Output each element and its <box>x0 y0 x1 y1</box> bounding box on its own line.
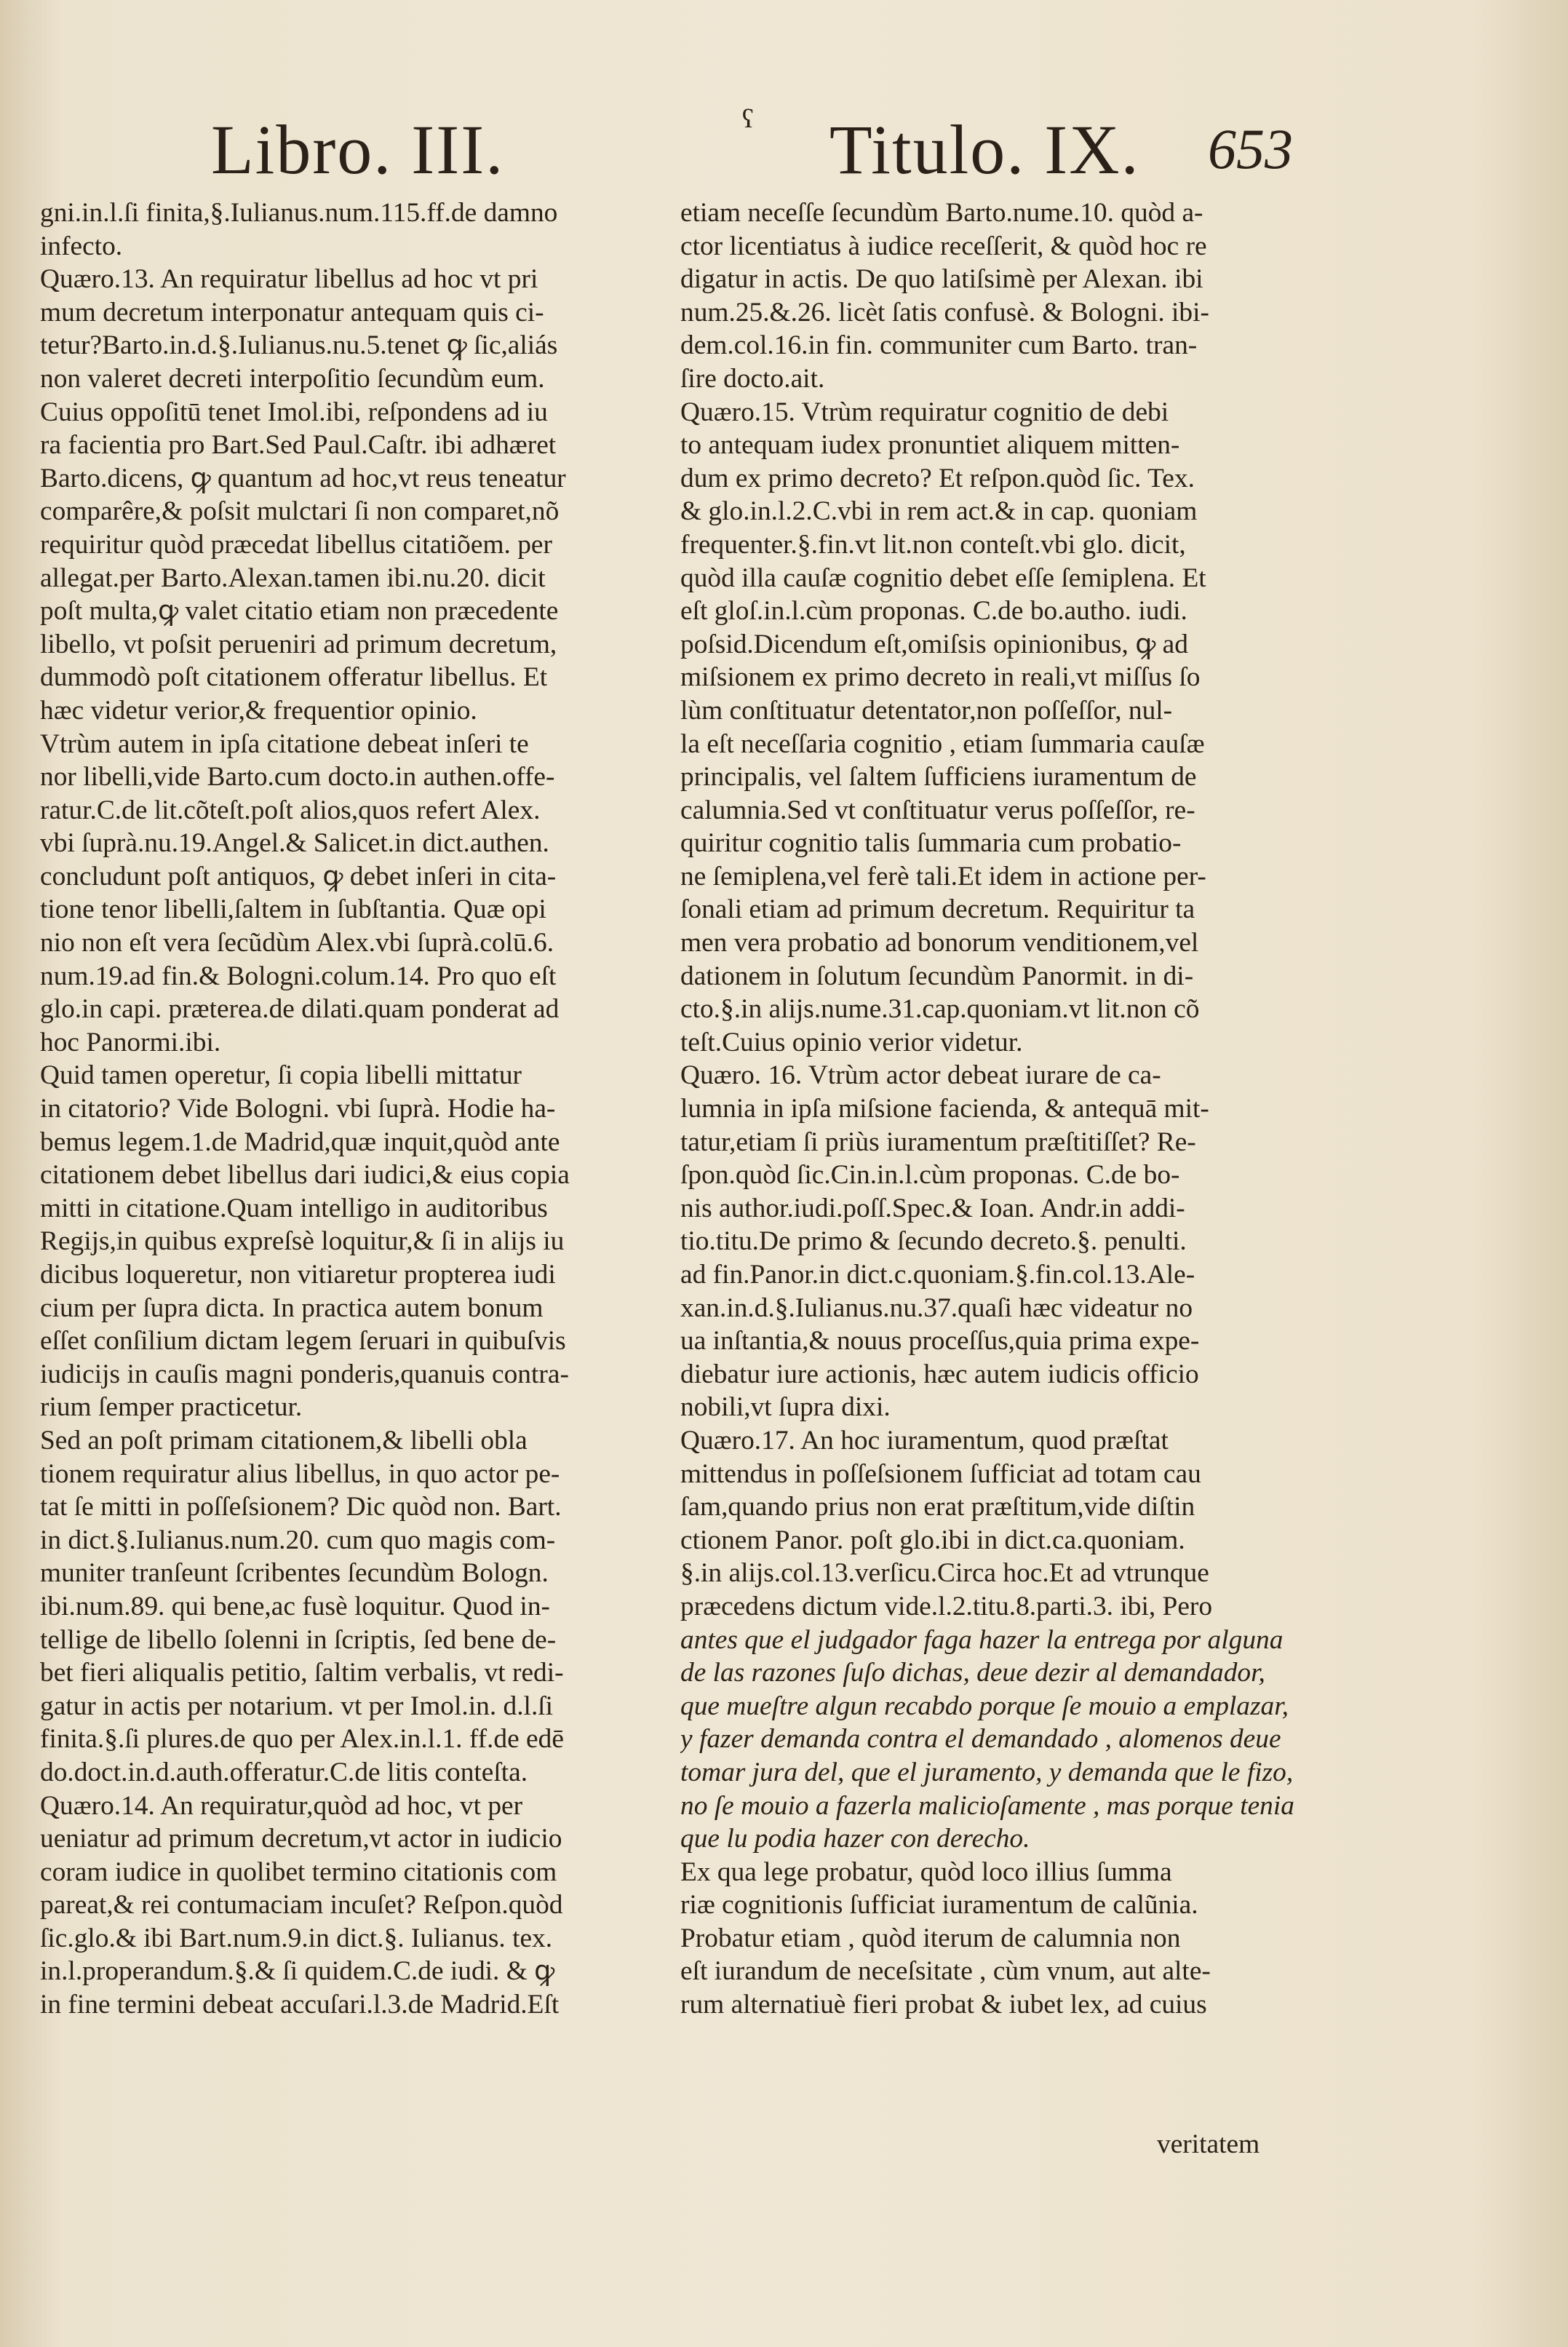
right-text-column <box>680 196 1299 2022</box>
text-line: tellige de libello ſolenni in ſcriptis, ſed bene de- <box>40 1624 557 1655</box>
text-line: concludunt poſt antiquos, ꝙ debet inſeri in cita- <box>40 861 557 891</box>
book-number: Libro. III. <box>211 111 505 188</box>
text-line: rium ſemper practicetur. <box>40 1392 303 1423</box>
text-line: to antequam iudex pronuntiet aliquem mitten- <box>680 430 1180 461</box>
text-line: ctor licentiatus à iudice receſſerit, & quòd hoc re <box>680 231 1207 261</box>
text-line: y fazer demanda contra el demandado , alomenos deue <box>680 1724 1281 1755</box>
text-line: vbi ſuprà.nu.19.Angel.& Salicet.in dict.authen. <box>40 828 549 859</box>
text-line: non valeret decreti interpoſitio ſecundùm eum. <box>40 363 545 394</box>
text-line: xan.in.d.§.Iulianus.nu.37.quaſi hæc videatur no <box>680 1292 1193 1323</box>
text-line: digatur in actis. De quo latiſsimè per Alexan. ibi <box>680 264 1203 295</box>
text-line: num.25.&.26. licèt ſatis confusè. & Bologni. ibi- <box>680 297 1209 327</box>
text-line: antes que el judgador faga hazer la entrega por alguna <box>680 1624 1284 1655</box>
text-line: hoc Panormi.ibi. <box>40 1027 221 1057</box>
text-line: ſic.glo.& ibi Bart.num.9.in dict.§. Iulianus. tex. <box>40 1923 553 1953</box>
text-line: tetur?Barto.in.d.§.Iulianus.nu.5.tenet ꝙ ſic,aliás <box>40 330 558 361</box>
text-line: Quæro. 16. Vtrùm actor debeat iurare de ca- <box>680 1060 1161 1091</box>
text-line: diebatur iure actionis, hæc autem iudicis officio <box>680 1359 1199 1389</box>
running-header <box>0 95 1568 204</box>
text-line: mittendus in poſſeſsionem ſufficiat ad totam cau <box>680 1458 1201 1489</box>
text-line: ne ſemiplena,vel ferè tali.Et idem in actione per- <box>680 861 1206 891</box>
text-line: nio non eſt vera ſecũdùm Alex.vbi ſuprà.colū.6. <box>40 928 554 958</box>
text-line: Regijs,in quibus expreſsè loquitur,& ſi in alijs iu <box>40 1226 565 1257</box>
text-line: Ex qua lege probatur, quòd loco illius ſumma <box>680 1856 1172 1887</box>
text-line: etiam neceſſe ſecundùm Barto.nume.10. quòd a- <box>680 198 1203 228</box>
text-line: poſsid.Dicendum eſt,omiſsis opinionibus, ꝙ ad <box>680 629 1188 659</box>
text-line: Quæro.13. An requiratur libellus ad hoc vt pri <box>40 264 538 295</box>
text-line: ibi.num.89. qui bene,ac fusè loquitur. Quod in- <box>40 1591 550 1621</box>
text-line: quiritur cognitio talis ſummaria cum probatio- <box>680 828 1182 859</box>
text-line: no ſe mouio a fazerla malicioſamente , mas porque tenia <box>680 1790 1294 1821</box>
text-line: coram iudice in quolibet termino citationis com <box>40 1856 557 1887</box>
text-line: in citatorio? Vide Bologni. vbi ſuprà. Hodie ha- <box>40 1094 556 1124</box>
text-line: poſt multa,ꝙ valet citatio etiam non præcedente <box>40 596 559 627</box>
text-line: dummodò poſt citationem offeratur libellus. Et <box>40 662 548 693</box>
text-line: ua inſtantia,& nouus proceſſus,quia prima expe- <box>680 1326 1200 1357</box>
catchword: veritatem <box>1157 2129 1260 2159</box>
printer-mark: ʕ <box>742 104 754 133</box>
text-line: hæc videtur verior,& frequentior opinio. <box>40 695 477 726</box>
text-line: tio.titu.De primo & ſecundo decreto.§. penulti. <box>680 1226 1187 1257</box>
text-line: riæ cognitionis ſufficiat iuramentum de calũnia. <box>680 1890 1198 1921</box>
text-line: Cuius oppoſitū tenet Imol.ibi, reſpondens ad iu <box>40 397 548 427</box>
text-line: eſt iurandum de neceſsitate , cùm vnum, aut alte- <box>680 1956 1211 1987</box>
text-line: allegat.per Barto.Alexan.tamen ibi.nu.20. dicit <box>40 563 546 593</box>
text-line: cium per ſupra dicta. In practica autem bonum <box>40 1292 544 1323</box>
text-line: §.in alijs.col.13.verſicu.Circa hoc.Et ad vtrunque <box>680 1558 1209 1589</box>
text-line: bemus legem.1.de Madrid,quæ inquit,quòd ante <box>40 1127 560 1157</box>
text-line: miſsionem ex primo decreto in reali,vt miſſus ſo <box>680 662 1201 693</box>
text-line: Quid tamen operetur, ſi copia libelli mittatur <box>40 1060 522 1091</box>
text-line: Vtrùm autem in ipſa citatione debeat inſeri te <box>40 728 529 759</box>
text-line: infecto. <box>40 231 123 261</box>
text-line: frequenter.§.fin.vt lit.non conteſt.vbi glo. dicit, <box>680 529 1186 560</box>
text-line: gni.in.l.ſi finita,§.Iulianus.num.115.ff.de damno <box>40 198 558 228</box>
text-line: dationem in ſolutum ſecundùm Panormit. in di- <box>680 961 1194 991</box>
text-line: bet fieri aliqualis petitio, ſaltim verbalis, vt redi- <box>40 1658 564 1688</box>
text-line: Sed an poſt primam citationem,& libelli obla <box>40 1425 528 1456</box>
text-line: ueniatur ad primum decretum,vt actor in iudicio <box>40 1824 562 1854</box>
text-line: ra facientia pro Bart.Sed Paul.Caſtr. ibi adhæret <box>40 430 557 461</box>
text-line: que mueſtre algun recabdo porque ſe mouio a emplazar, <box>680 1691 1289 1721</box>
text-line: in.l.properandum.§.& ſi quidem.C.de iudi. & ꝙ <box>40 1956 555 1987</box>
text-line: mitti in citatione.Quam intelligo in auditoribus <box>40 1193 548 1223</box>
text-line: dem.col.16.in fin. communiter cum Barto. tran- <box>680 330 1198 361</box>
text-line: ad fin.Panor.in dict.c.quoniam.§.fin.col.13.Ale- <box>680 1260 1195 1290</box>
text-line: ſonali etiam ad primum decretum. Requiritur ta <box>680 894 1195 925</box>
text-line: gatur in actis per notarium. vt per Imol.in. d.l.ſi <box>40 1691 554 1721</box>
text-line: ctionem Panor. poſt glo.ibi in dict.ca.quoniam. <box>680 1525 1185 1555</box>
title-number: Titulo. IX. <box>829 111 1140 188</box>
text-line: la eſt neceſſaria cognitio , etiam ſummaria cauſæ <box>680 728 1205 759</box>
text-line: glo.in capi. præterea.de dilati.quam ponderat ad <box>40 994 560 1025</box>
text-line: comparêre,& poſsit mulctari ſi non comparet,nõ <box>40 496 560 527</box>
text-line: Probatur etiam , quòd iterum de calumnia non <box>680 1923 1181 1953</box>
text-line: nor libelli,vide Barto.cum docto.in authen.offe- <box>40 762 555 793</box>
text-line: tatur,etiam ſi priùs iuramentum præſtitiſſet? Re- <box>680 1127 1196 1157</box>
text-line: ſire docto.ait. <box>680 363 825 394</box>
text-line: calumnia.Sed vt conſtituatur verus poſſeſſor, re- <box>680 795 1195 825</box>
text-line: tat ſe mitti in poſſeſsionem? Dic quòd non. Bart. <box>40 1492 562 1522</box>
text-line: eſt gloſ.in.l.cùm proponas. C.de bo.autho. iudi. <box>680 596 1187 627</box>
text-line: do.doct.in.d.auth.offeratur.C.de litis conteſta. <box>40 1757 528 1787</box>
text-line: lùm conſtituatur detentator,non poſſeſſor, nul- <box>680 695 1173 726</box>
text-line: eſſet conſilium dictam legem ſeruari in quibuſvis <box>40 1326 566 1357</box>
text-line: & glo.in.l.2.C.vbi in rem act.& in cap. quoniam <box>680 496 1198 527</box>
left-text-column <box>40 196 651 2022</box>
text-line: principalis, vel ſaltem ſufficiens iuramentum de <box>680 762 1197 793</box>
text-line: requiritur quòd præcedat libellus citatiõem. per <box>40 529 552 560</box>
text-line: in fine termini debeat accuſari.l.3.de Madrid.Eſt <box>40 1990 560 2020</box>
text-line: lumnia in ipſa miſsione facienda, & antequā mit- <box>680 1094 1209 1124</box>
text-line: ratur.C.de lit.cõteſt.poſt alios,quos refert Alex. <box>40 795 541 825</box>
text-line: quòd illa cauſæ cognitio debet eſſe ſemiplena. Et <box>680 563 1206 593</box>
text-line: nobili,vt ſupra dixi. <box>680 1392 891 1423</box>
text-line: ſam,quando prius non erat præſtitum,vide diſtin <box>680 1492 1195 1522</box>
text-line: tionem requiratur alius libellus, in quo actor pe- <box>40 1458 560 1489</box>
page-number: 653 <box>1208 117 1293 180</box>
text-line: Quæro.15. Vtrùm requiratur cognitio de debi <box>680 397 1169 427</box>
text-line: libello, vt poſsit perueniri ad primum decretum, <box>40 629 557 659</box>
text-line: nis author.iudi.poſſ.Spec.& Ioan. Andr.in addi- <box>680 1193 1185 1223</box>
text-line: tione tenor libelli,ſaltem in ſubſtantia. Quæ opi <box>40 894 546 925</box>
text-line: præcedens dictum vide.l.2.titu.8.parti.3. ibi, Pero <box>680 1591 1213 1621</box>
text-line: men vera probatio ad bonorum venditionem,vel <box>680 928 1199 958</box>
text-line: num.19.ad fin.& Bologni.colum.14. Pro quo eſt <box>40 961 557 991</box>
text-line: finita.§.ſi plures.de quo per Alex.in.l.1. ff.de edē <box>40 1724 564 1755</box>
text-line: Quæro.17. An hoc iuramentum, quod præſtat <box>680 1425 1169 1456</box>
text-line: de las razones ſuſo dichas, deue dezir al demandador, <box>680 1658 1265 1688</box>
text-line: pareat,& rei contumaciam incuſet? Reſpon.quòd <box>40 1890 563 1921</box>
text-line: ſpon.quòd ſic.Cin.in.l.cùm proponas. C.de bo- <box>680 1160 1180 1191</box>
text-line: iudicijs in cauſis magni ponderis,quanuis contra- <box>40 1359 569 1389</box>
text-line: citationem debet libellus dari iudici,& eius copia <box>40 1160 570 1191</box>
text-line: Quæro.14. An requiratur,quòd ad hoc, vt per <box>40 1790 523 1821</box>
text-line: mum decretum interponatur antequam quis ci- <box>40 297 544 327</box>
text-line: tomar jura del, que el juramento, y demanda que le fizo, <box>680 1757 1294 1787</box>
text-line: que lu podia hazer con derecho. <box>680 1824 1030 1854</box>
text-line: Barto.dicens, ꝙ quantum ad hoc,vt reus teneatur <box>40 463 566 493</box>
text-line: teſt.Cuius opinio verior videtur. <box>680 1027 1023 1057</box>
text-line: dicibus loqueretur, non vitiaretur propterea iudi <box>40 1260 556 1290</box>
text-line: dum ex primo decreto? Et reſpon.quòd ſic. Tex. <box>680 463 1195 493</box>
text-line: cto.§.in alijs.nume.31.cap.quoniam.vt lit.non cõ <box>680 994 1200 1025</box>
text-line: muniter tranſeunt ſcribentes ſecundùm Bologn. <box>40 1558 549 1589</box>
text-line: in dict.§.Iulianus.num.20. cum quo magis com- <box>40 1525 556 1555</box>
text-line: rum alternatiuè fieri probat & iubet lex, ad cuius <box>680 1990 1207 2020</box>
